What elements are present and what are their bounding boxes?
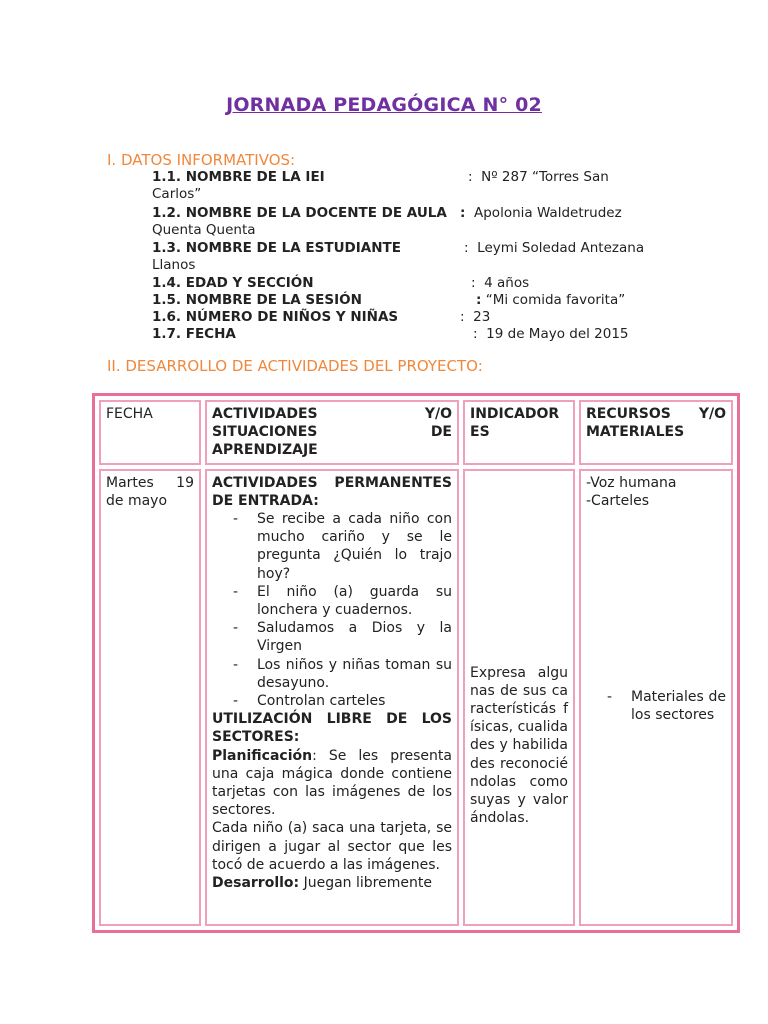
item-value: : Apolonia Waldetrudez [460, 205, 622, 221]
list-item: - Materiales de los sectores [631, 688, 726, 724]
section-datos-informativos: I. DATOS INFORMATIVOS: [107, 151, 296, 169]
header-recursos: RECURSOS Y/O MATERIALES [579, 400, 733, 465]
list-item: - Saludamos a Dios y la Virgen [257, 619, 452, 655]
cell-fecha: Martes 19 de mayo [99, 469, 201, 926]
item-label: 1.6. NÚMERO DE NIÑOS Y NIÑAS [152, 309, 399, 325]
item-value: : Leymi Soledad Antezana [464, 240, 645, 256]
act-list [212, 510, 452, 710]
recurso-item: -Carteles [586, 492, 650, 509]
desarrollo-text: Desarrollo: Juegan libremente [212, 875, 432, 892]
header-actividades: ACTIVIDADES Y/O SITUACIONES DE APRENDIZAJE [205, 400, 459, 465]
document-title: JORNADA PEDAGÓGICA N° 02 [226, 94, 542, 116]
header-indicadores: INDICADORES [463, 400, 575, 465]
recursos-list [586, 688, 726, 724]
cada-nino-text: Cada niño (a) saca una tarjeta, se dirigen a jugar al sector que les tocó de acuerdo a las imágenes. [212, 820, 452, 873]
item-sesion [152, 292, 642, 309]
item-label: 1.5. NOMBRE DE LA SESIÓN [152, 292, 362, 308]
item-fecha [152, 326, 642, 343]
cell-indicadores [463, 469, 575, 926]
item-label: 1.1. NOMBRE DE LA IEI [152, 169, 325, 185]
item-value: : Nº 287 “Torres San [468, 169, 609, 185]
item-value: : “Mi comida favorita” [476, 292, 626, 308]
item-value: : 19 de Mayo del 2015 [473, 326, 629, 342]
item-docente [152, 205, 642, 239]
sectores-heading: UTILIZACIÓN LIBRE DE LOS SECTORES: [212, 711, 452, 746]
item-value-cont: Carlos” [152, 186, 202, 202]
act-heading: ACTIVIDADES PERMANENTES DE ENTRADA: [212, 474, 452, 509]
cell-actividades [205, 469, 459, 926]
item-iei [152, 169, 622, 203]
header-fecha: FECHA [99, 400, 201, 465]
item-label: 1.2. NOMBRE DE LA DOCENTE DE AULA [152, 205, 447, 221]
item-label: 1.7. FECHA [152, 326, 236, 342]
activities-table [92, 393, 740, 933]
section-desarrollo: II. DESARROLLO DE ACTIVIDADES DEL PROYECTO: [107, 357, 483, 375]
list-item: - El niño (a) guarda su lonchera y cuadernos. [257, 583, 452, 619]
planificacion-text: Planificación: Se les presenta una caja mágica donde contiene tarjetas con las imágenes de los sectores. [212, 747, 452, 819]
recurso-item: -Voz humana [586, 474, 677, 491]
list-item: - Controlan carteles [257, 692, 452, 710]
list-item: - Los niños y niñas toman su desayuno. [257, 656, 452, 692]
table-row [99, 469, 733, 926]
indicador-text: Expresa algunas de sus característicás físicas, cualidades y habilidades reconociéndolas como suyas y valorándolas. [470, 664, 568, 827]
item-edad [152, 275, 612, 292]
item-numero [152, 309, 612, 326]
item-value: : 23 [460, 309, 491, 325]
item-estudiante [152, 240, 662, 274]
item-value-cont: Llanos [152, 257, 196, 273]
table-header-row [99, 400, 733, 465]
item-value: : 4 años [471, 275, 530, 291]
item-value-cont: Quenta Quenta [152, 222, 256, 238]
item-label: 1.4. EDAD Y SECCIÓN [152, 275, 314, 291]
list-item: - Se recibe a cada niño con mucho cariño y se le pregunta ¿Quién lo trajo hoy? [257, 510, 452, 583]
item-label: 1.3. NOMBRE DE LA ESTUDIANTE [152, 240, 401, 256]
cell-recursos [579, 469, 733, 926]
